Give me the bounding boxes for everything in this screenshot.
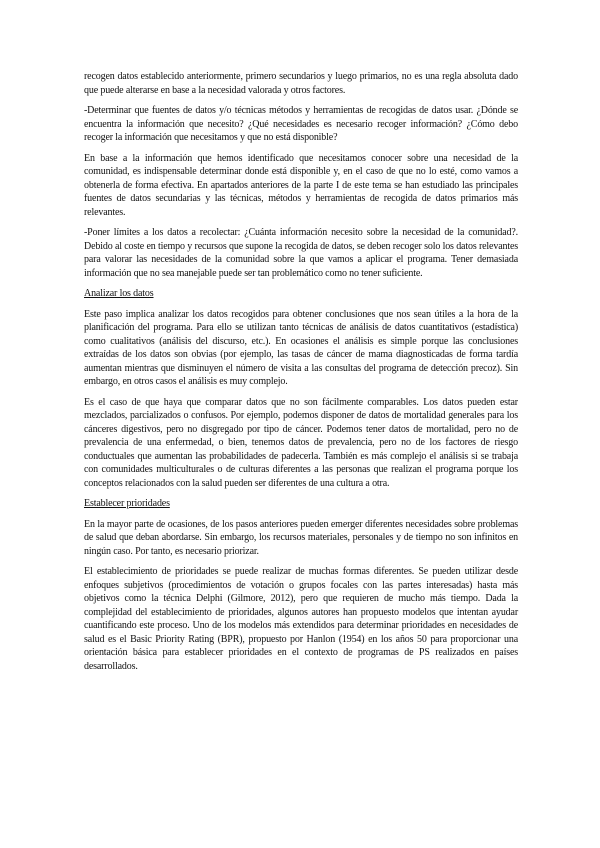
paragraph-availability: En base a la información que hemos identificado que necesitamos conocer sobre una necesidad de la comunidad, es indispensable determinar donde está disponible y, en el caso de que no lo esté, como vamos a obtenerla de forma efectiva. En apartados anteriores de la parte I de este tema se han estudiado las principales fuentes de datos secundarias y las técnicas, métodos y herramientas de recogida de datos primarios más relevantes. <box>84 152 518 218</box>
paragraph-priorities-intro: En la mayor parte de ocasiones, de los pasos anteriores pueden emerger diferentes necesidades sobre problemas de salud que deban abordarse. Sin embargo, los recursos materiales, personales y de tiempo no son infinitos en ningún caso. Por tanto, es necesario priorizar. <box>84 518 518 557</box>
document-page <box>84 70 518 680</box>
paragraph-continuation: recogen datos establecido anteriormente, primero secundarios y luego primarios, no es una regla absoluta dado que puede alterarse en base a la necesidad valorada y otros factores. <box>84 71 518 96</box>
section-heading-priorities: Establecer prioridades <box>84 498 170 509</box>
paragraph-analysis-intro: Este paso implica analizar los datos recogidos para obtener conclusiones que nos sean útiles a la hora de la planificación del programa. Para ello se utilizan tanto técnicas de análisis de datos cuantitativos (estadística) como cualitativos (análisis del discurso, etc.). En ocasiones el análisis es simple porque las conclusiones extraídas de los datos son obvias (por ejemplo, las tasas de cáncer de mama diagnosticadas de forma tardía aumentan mientras que disminuyen el número de visita a las consultas del programa de detección precoz). Sin embargo, en otros casos el análisis es muy complejo. <box>84 308 518 387</box>
section-heading-analyze: Analizar los datos <box>84 288 154 299</box>
paragraph-priorities-methods: El establecimiento de prioridades se puede realizar de muchas formas diferentes. Se pueden utilizar desde enfoques subjetivos (procedimientos de votación o grupos focales con las partes interesadas) hasta más objetivos como la técnica Delphi (Gilmore, 2012), pero que requieren de mucho más tiempo. Dada la complejidad del establecimiento de prioridades, algunos autores han propuesto modelos que intentan ayudar cuantificando este proceso. Uno de los modelos más extendidos para determinar prioridades en necesidades de salud es el Basic Priority Rating (BPR), propuesto por Hanlon (1954) en los años 50 para proporcionar una orientación básica para establecer prioridades en el contexto de programas de PS realizados en países desarrollados. <box>84 566 518 672</box>
paragraph-analysis-complex: Es el caso de que haya que comparar datos que no son fácilmente comparables. Los datos pueden estar mezclados, parcializados o confusos. Por ejemplo, podemos disponer de datos de mortalidad generales para los cánceres digestivos, pero no disgregado por tipo de cáncer. Podemos tener datos de mortalidad, pero no de prevalencia de una enfermedad, o bien, tenemos datos de prevalencia, pero no de los factores de riesgo conductuales que aumentan las probabilidades de padecerla. También es más complejo el análisis si se trabaja con comunidades multiculturales o de culturas diferentes a las personas que realizan el programa porque los conceptos relacionados con la salud pueden ser diferentes de una cultura a otra. <box>84 396 518 489</box>
paragraph-limits: -Poner límites a los datos a recolectar: ¿Cuánta información necesito sobre la necesidad de la comunidad?. Debido al coste en tiempo y recursos que supone la recogida de datos, se deben recoger solo los datos relevantes para valorar las necesidades de la comunidad sobre la que vamos a aplicar el programa. Tener demasiada información que no sea manejable puede ser tan problemático como no tener suficiente. <box>84 227 518 279</box>
paragraph-data-sources: -Determinar que fuentes de datos y/o técnicas métodos y herramientas de recogidas de datos usar. ¿Dónde se encuentra la información que necesito? ¿Qué necesidades es necesario recoger información? ¿Cómo debo recoger la información que necesitamos y que no está disponible? <box>84 105 518 143</box>
